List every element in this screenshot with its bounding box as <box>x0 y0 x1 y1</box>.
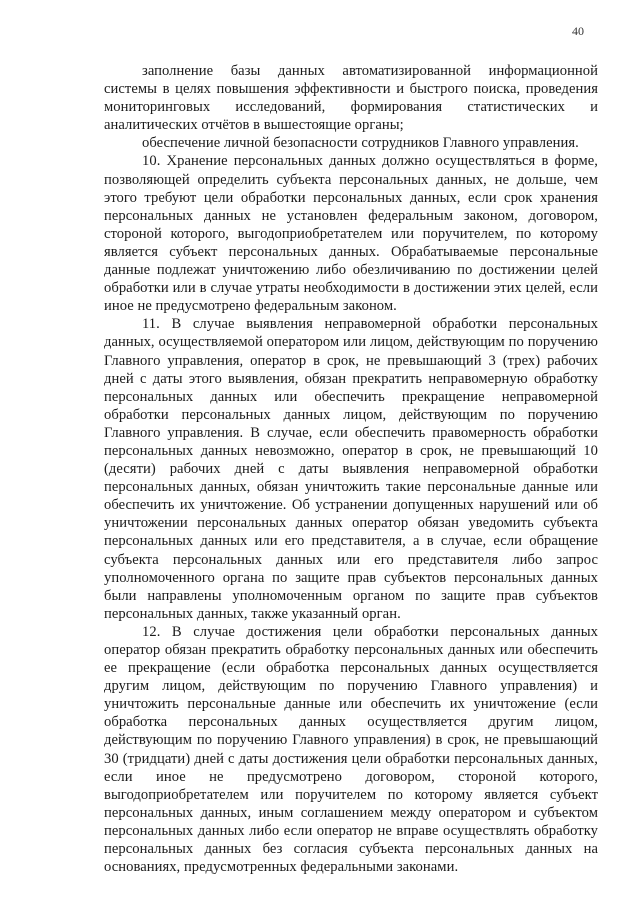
paragraph-12: 12. В случае достижения цели обработки персональных данных оператор обязан прекратить обработку персональных данных или обеспечить ее прекращение (если обработка персональных данных осуществляется другим лицом, действующим по поручению Главного управления) и уничтожить персональные данные или обеспечить их уничтожение (если обработка персональных данных осуществляется другим лицом, действующим по поручению Главного управления) в срок, не превышающий 30 (тридцати) дней с даты достижения цели обработки персональных данных, если иное не предусмотрено договором, стороной которого, выгодоприобретателем или поручителем по которому является субъект персональных данных, иным соглашением между оператором и субъектом персональных данных либо если оператор не вправе осуществлять обработку персональных данных без согласия субъекта персональных данных на основаниях, предусмотренных федеральными законами. <box>104 623 598 876</box>
paragraph-security: обеспечение личной безопасности сотрудников Главного управления. <box>142 135 579 152</box>
document-body <box>104 62 598 876</box>
page-number: 40 <box>572 24 584 38</box>
paragraph-10: 10. Хранение персональных данных должно осуществляться в форме, позволяющей определить субъекта персональных данных, не дольше, чем этого требуют цели обработки персональных данных, если срок хранения персональных данных не установлен федеральным законом, договором, стороной которого, выгодоприобретателем или поручителем, по которому является субъект персональных данных. Обрабатываемые персональные данные подлежат уничтожению либо обезличиванию по достижении целей обработки или в случае утраты необходимости в достижении этих целей, если иное не предусмотрено федеральным законом. <box>104 153 598 315</box>
paragraph-11: 11. В случае выявления неправомерной обработки персональных данных, осуществляемой оператором или лицом, действующим по поручению Главного управления, оператор в срок, не превышающий 3 (трех) рабочих дней с даты этого выявления, обязан прекратить неправомерную обработку персональных данных или обеспечить прекращение неправомерной обработки персональных данных лицом, действующим по поручению Главного управления. В случае, если обеспечить правомерность обработки персональных данных невозможно, оператор в срок, не превышающий 10 (десяти) рабочих дней с даты выявления неправомерной обработки персональных данных, обязан уничтожить такие персональные данные или обеспечить их уничтожение. Об устранении допущенных нарушений или об уничтожении персональных данных оператор обязан уведомить субъекта персональных данных или его представителя, а в случае, если обращение субъекта персональных данных или его представителя либо запрос уполномоченного органа по защите прав субъектов персональных данных были направлены уполномоченным органом по защите прав субъектов персональных данных, также указанный орган. <box>104 316 598 622</box>
paragraph-continuation: заполнение базы данных автоматизированной информационной системы в целях повышения эффективности и быстрого поиска, проведения мониторинговых исследований, формирования статистических и аналитических отчётов в вышестоящие органы; <box>104 63 598 134</box>
